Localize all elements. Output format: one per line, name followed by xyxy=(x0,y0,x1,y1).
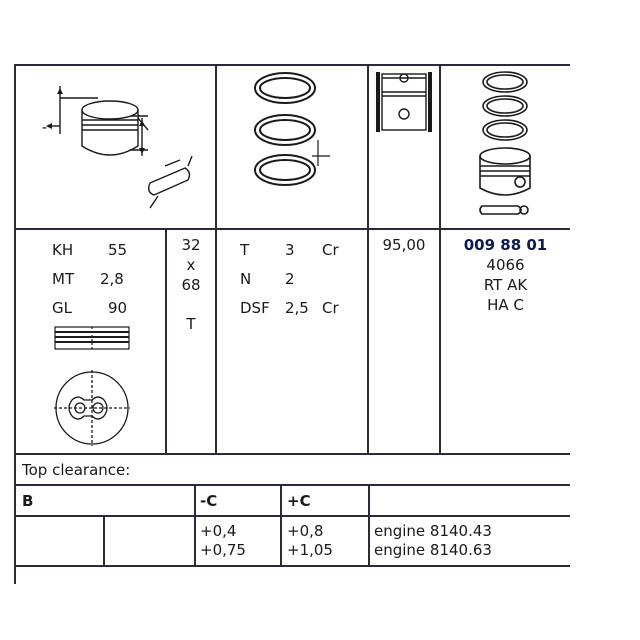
clearance-row-1-plus-c: +0,8 xyxy=(287,522,324,540)
ring-3-label: DSF xyxy=(240,299,270,317)
spec-row-divider xyxy=(14,453,570,455)
ring-1-value: 3 xyxy=(285,241,295,259)
image-row-divider xyxy=(14,228,570,230)
ring-2-label: N xyxy=(240,270,252,288)
bore-diameter-drawing xyxy=(372,68,436,138)
piston-assembly-drawing xyxy=(460,70,560,225)
clearance-col-4 xyxy=(368,484,370,566)
total-length-value: 90 xyxy=(108,299,128,317)
compression-height-label: KH xyxy=(52,241,74,259)
ring-section-drawing xyxy=(54,326,130,350)
clearance-row-2-engine: engine 8140.63 xyxy=(374,541,492,559)
ring-3-value: 2,5 xyxy=(285,299,309,317)
clearance-header-minus-c: -C xyxy=(200,492,218,510)
table-bottom xyxy=(14,565,570,567)
pin-length: 68 xyxy=(181,276,201,294)
ring-3-coating: Cr xyxy=(322,299,339,317)
pin-type: T xyxy=(186,315,196,333)
pin-times: x xyxy=(186,256,196,274)
ring-groove-value: 2,8 xyxy=(100,270,124,288)
col-divider-pin xyxy=(165,228,167,454)
pin-diameter: 32 xyxy=(181,236,201,254)
ring-2-value: 2 xyxy=(285,270,295,288)
piston-crown-drawing xyxy=(52,368,132,448)
top-border xyxy=(14,64,570,66)
code-2: RT AK xyxy=(483,276,528,294)
clearance-header-plus-c: +C xyxy=(287,492,311,510)
clearance-row-2-minus-c: +0,75 xyxy=(200,541,246,559)
clearance-header-bottom xyxy=(14,515,570,517)
clearance-row-2-plus-c: +1,05 xyxy=(287,541,333,559)
clearance-header-b: B xyxy=(22,492,34,510)
bore-value: 95,00 xyxy=(382,236,426,254)
clearance-col-1 xyxy=(103,515,105,566)
clearance-col-2 xyxy=(194,484,196,566)
clearance-row-1-minus-c: +0,4 xyxy=(200,522,237,540)
code-1: 4066 xyxy=(486,256,525,274)
ring-groove-label: MT xyxy=(52,270,75,288)
compression-height-value: 55 xyxy=(108,241,128,259)
ring-1-label: T xyxy=(240,241,250,259)
clearance-row-1-engine: engine 8140.43 xyxy=(374,522,492,540)
piston-dimension-drawing xyxy=(20,68,210,226)
clearance-header-top xyxy=(14,484,570,486)
part-number: 009 88 01 xyxy=(463,236,548,254)
col-divider-2 xyxy=(367,64,369,454)
left-border xyxy=(14,64,16,584)
piston-rings-drawing xyxy=(240,70,340,220)
clearance-title: Top clearance: xyxy=(22,461,131,479)
svg-text:-: - xyxy=(42,120,48,136)
col-divider-1 xyxy=(215,64,217,454)
code-3: HA C xyxy=(487,296,524,314)
total-length-label: GL xyxy=(52,299,72,317)
ring-1-coating: Cr xyxy=(322,241,339,259)
clearance-col-3 xyxy=(280,484,282,566)
